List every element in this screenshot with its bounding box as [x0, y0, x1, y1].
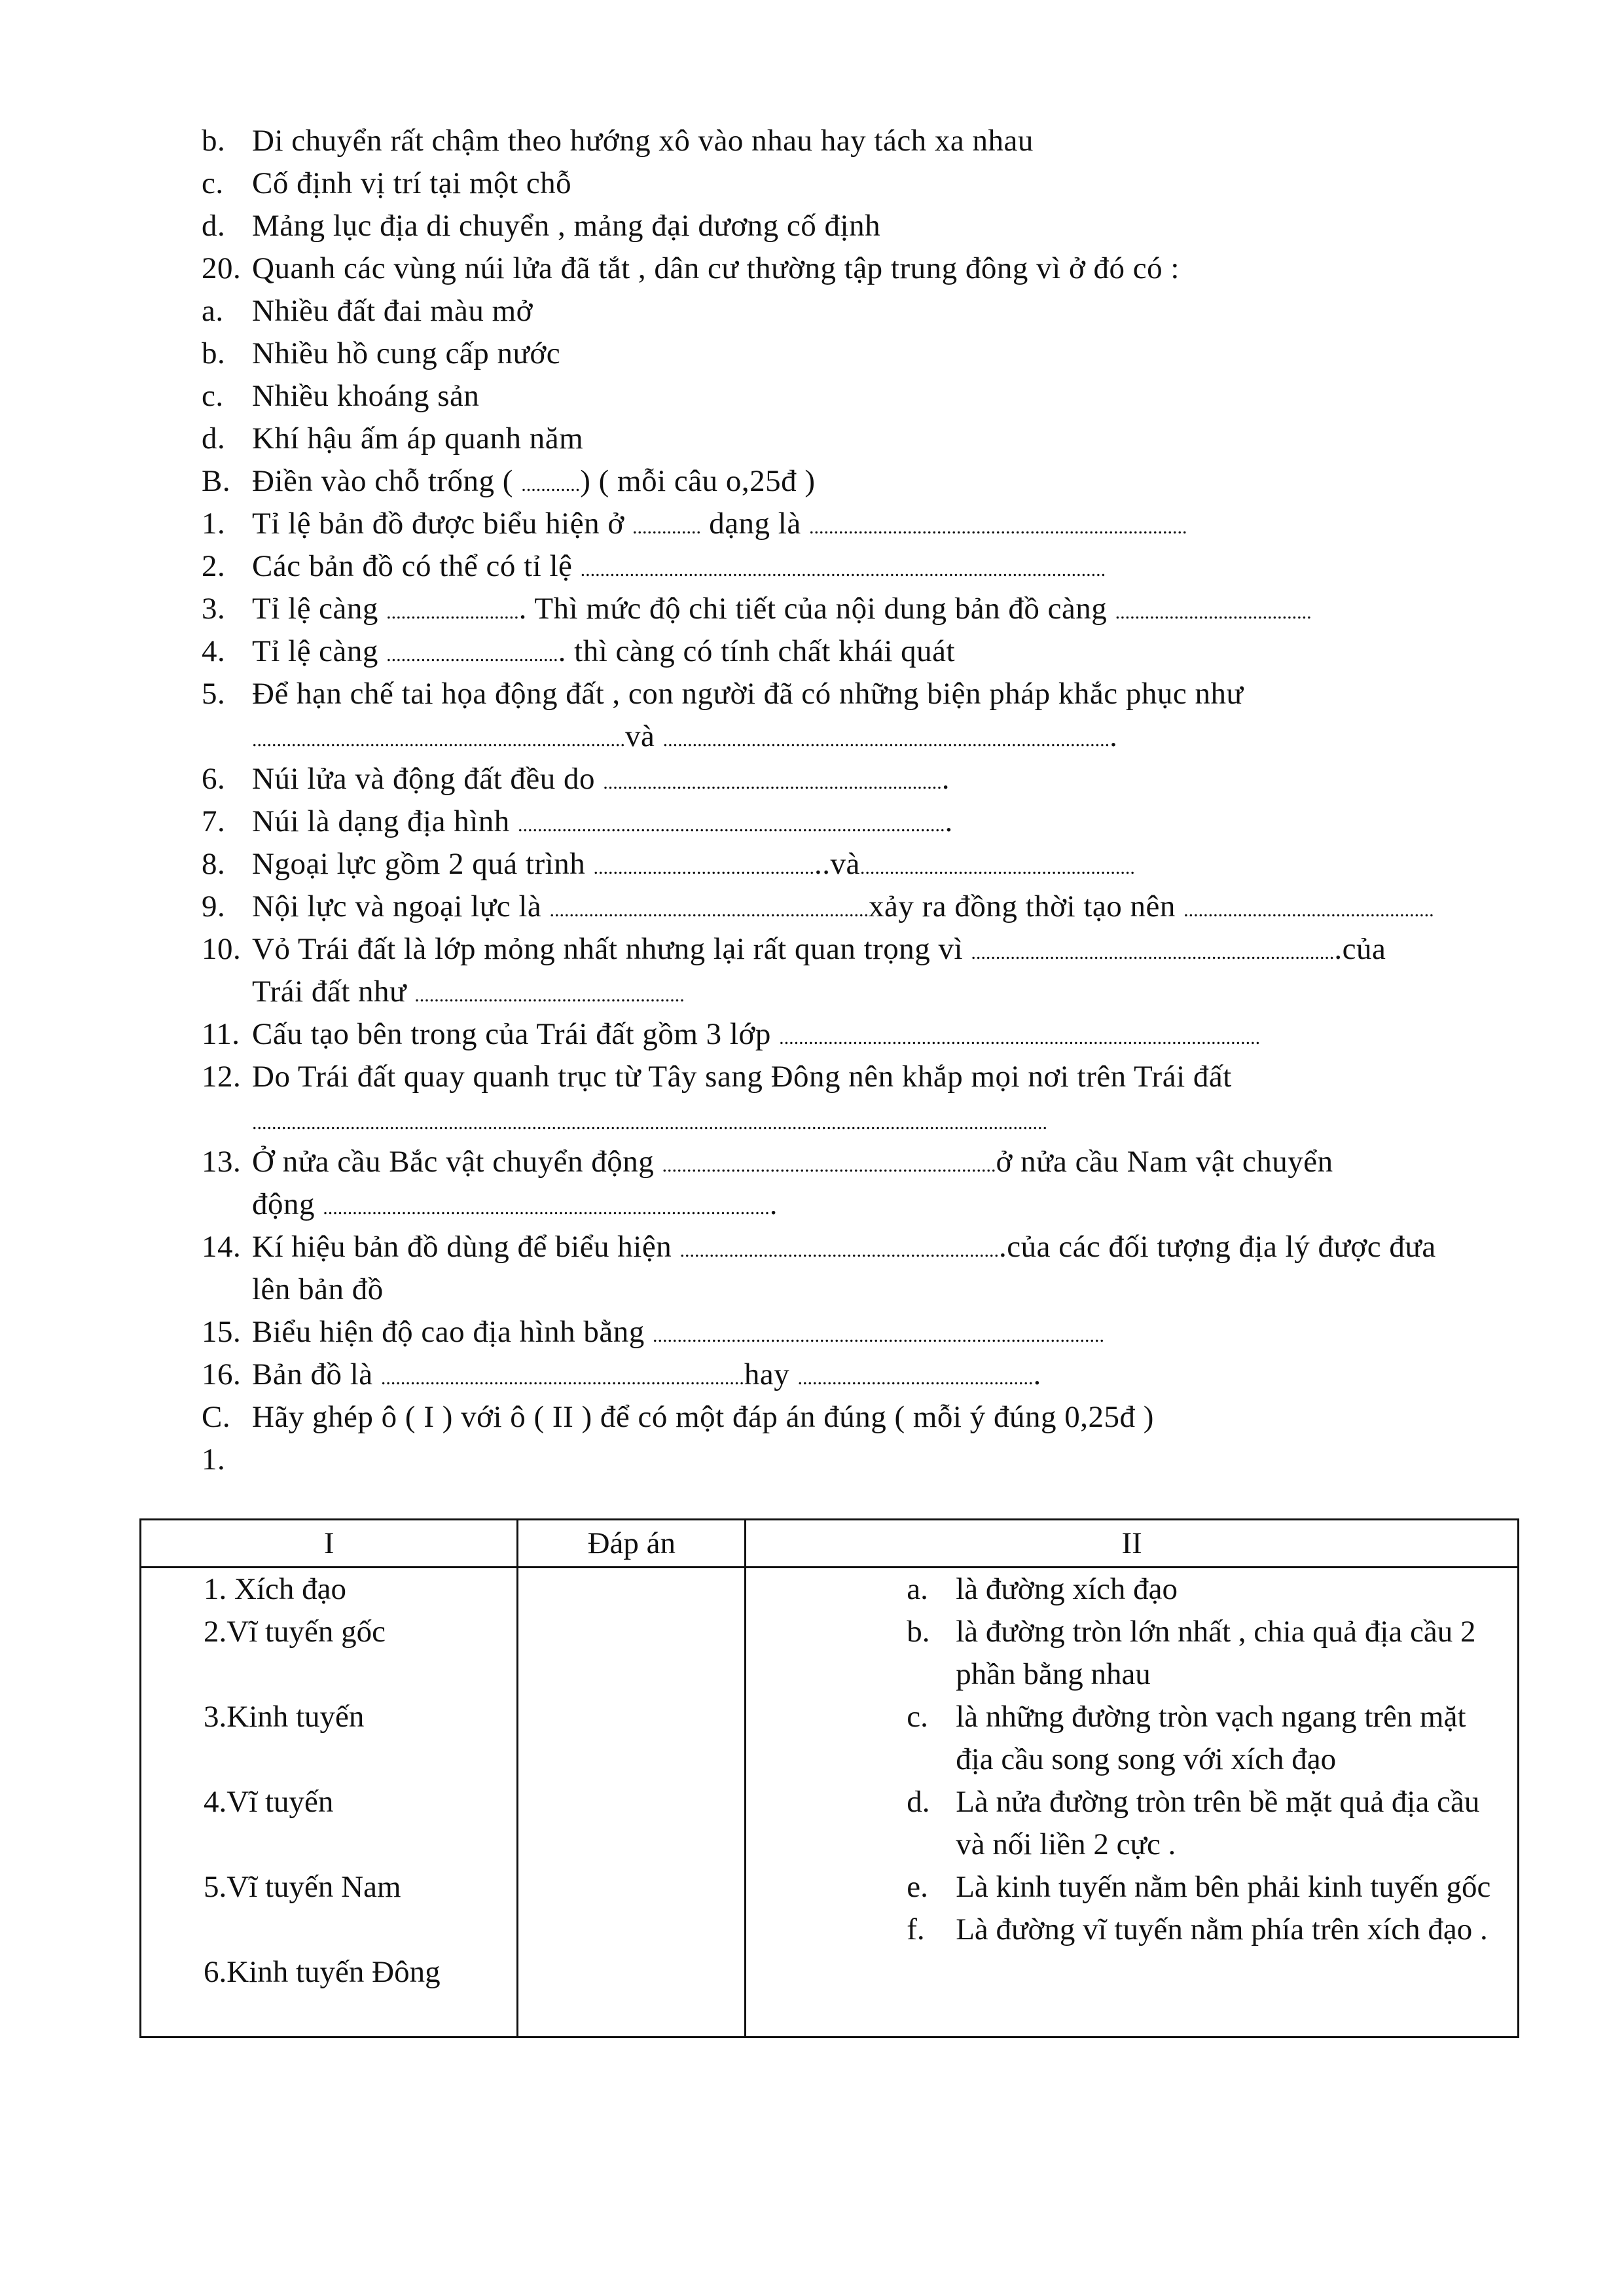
list-item: 1. Xích đạo	[204, 1572, 346, 1606]
list-item: 5.Vĩ tuyến Nam	[204, 1870, 401, 1904]
list-item: 4.Vĩ tuyến	[204, 1785, 334, 1819]
list-item: 6.Kinh tuyến Đông	[204, 1955, 441, 1989]
list-item: d. Là nửa đường tròn trên bề mặt quả địa cầu và nối liền 2 cực .	[907, 1785, 1480, 1861]
list-item: 3.Kinh tuyến	[204, 1700, 365, 1734]
col-i-cell	[141, 1568, 518, 2037]
list-item: c. là những đường tròn vạch ngang trên mặt địa cầu song song với xích đạo	[907, 1700, 1466, 1776]
header-col-i: I	[141, 1520, 518, 1568]
answer-cell[interactable]	[518, 1568, 746, 2037]
list-item: 2.Vĩ tuyến gốc	[204, 1615, 386, 1649]
matching-table	[139, 1518, 1519, 2038]
list-item: e. Là kinh tuyến nằm bên phải kinh tuyến gốc	[907, 1870, 1491, 1904]
col-ii-cell	[746, 1568, 1519, 2037]
list-item: f. Là đường vĩ tuyến nằm phía trên xích đạo .	[907, 1912, 1488, 1946]
list-item: a. là đường xích đạo	[907, 1572, 1178, 1606]
header-col-ii: II	[746, 1520, 1519, 1568]
table-header-row	[141, 1520, 1519, 1568]
list-item: b. là đường tròn lớn nhất , chia quả địa cầu 2 phần bằng nhau	[907, 1615, 1476, 1691]
table-body-row	[141, 1568, 1519, 2037]
header-col-answer: Đáp án	[518, 1520, 746, 1568]
